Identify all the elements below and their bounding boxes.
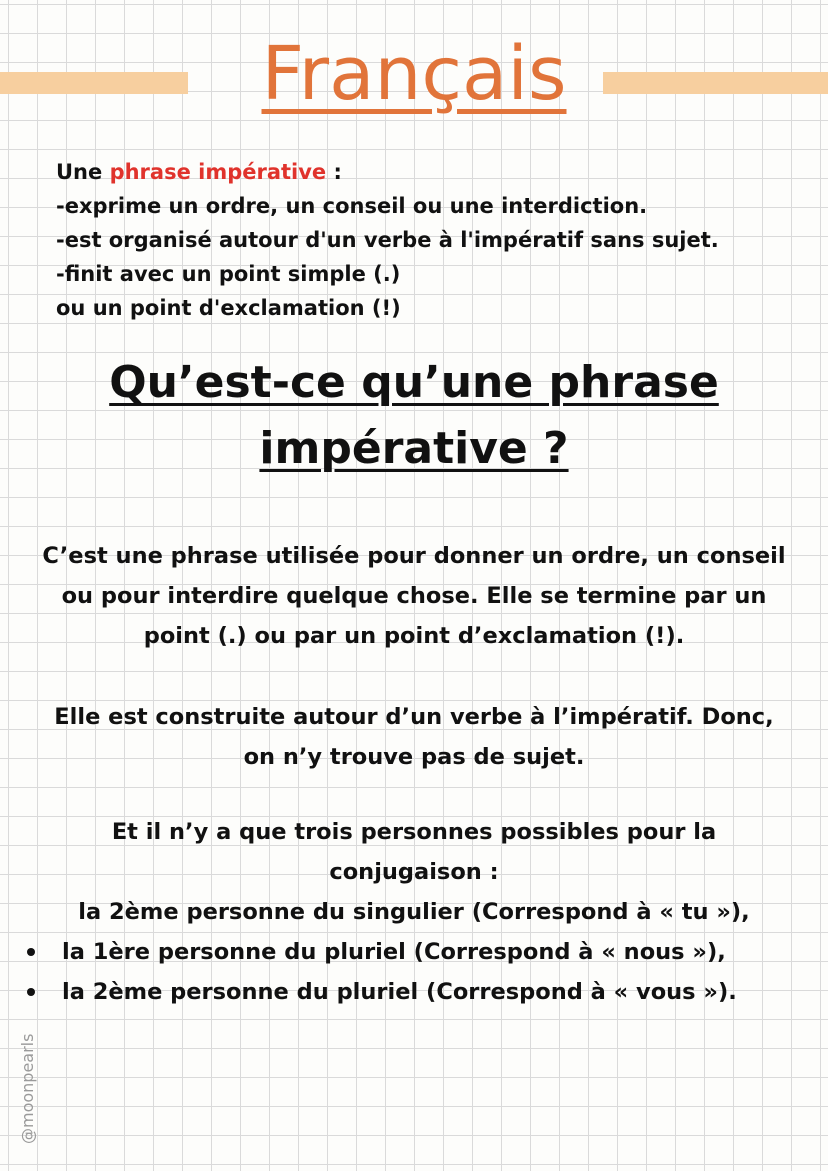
summary-highlight: phrase impérative [109, 160, 327, 184]
list-item [0, 972, 828, 1012]
bullet-icon [27, 988, 35, 996]
paragraph-line: la 2ème personne du singulier (Correspond à « tu »), [78, 899, 750, 925]
summary-box [56, 155, 816, 325]
summary-intro [56, 155, 816, 189]
section-heading [0, 350, 828, 482]
paragraph-line: C’est une phrase utilisée pour donner un ordre, un conseil [42, 543, 786, 569]
summary-point: -est organisé autour d'un verbe à l'impératif sans sujet. [56, 228, 719, 252]
list-item-text: la 2ème personne du pluriel (Correspond à « vous »). [62, 979, 737, 1005]
definition-paragraph [0, 536, 828, 656]
summary-intro-prefix: Une [56, 160, 110, 184]
verb-paragraph [0, 697, 828, 777]
paragraph-line: point (.) ou par un point d’exclamation (!). [143, 623, 685, 649]
page-title: Français [261, 31, 567, 117]
section-heading-line: Qu’est-ce qu’une phrase [109, 357, 719, 408]
author-watermark: @moonpearls [18, 1033, 37, 1144]
section-heading-line: impérative ? [259, 423, 569, 474]
paragraph-line: Elle est construite autour d’un verbe à l’impératif. Donc, [54, 704, 774, 730]
summary-point: -finit avec un point simple (.) [56, 262, 401, 286]
paragraph-line: Et il n’y a que trois personnes possibles pour la [111, 819, 717, 845]
list-item [0, 932, 828, 972]
conjugation-paragraph [0, 812, 828, 932]
paragraph-line: ou pour interdire quelque chose. Elle se termine par un [61, 583, 767, 609]
paragraph-line: conjugaison : [329, 859, 499, 885]
summary-point: ou un point d'exclamation (!) [56, 296, 401, 320]
paragraph-line: on n’y trouve pas de sujet. [243, 744, 585, 770]
bullet-list [0, 932, 828, 1012]
summary-intro-suffix: : [326, 160, 342, 184]
bullet-icon [27, 948, 35, 956]
summary-point: -exprime un ordre, un conseil ou une interdiction. [56, 194, 648, 218]
list-item-text: la 1ère personne du pluriel (Correspond à « nous »), [62, 939, 726, 965]
